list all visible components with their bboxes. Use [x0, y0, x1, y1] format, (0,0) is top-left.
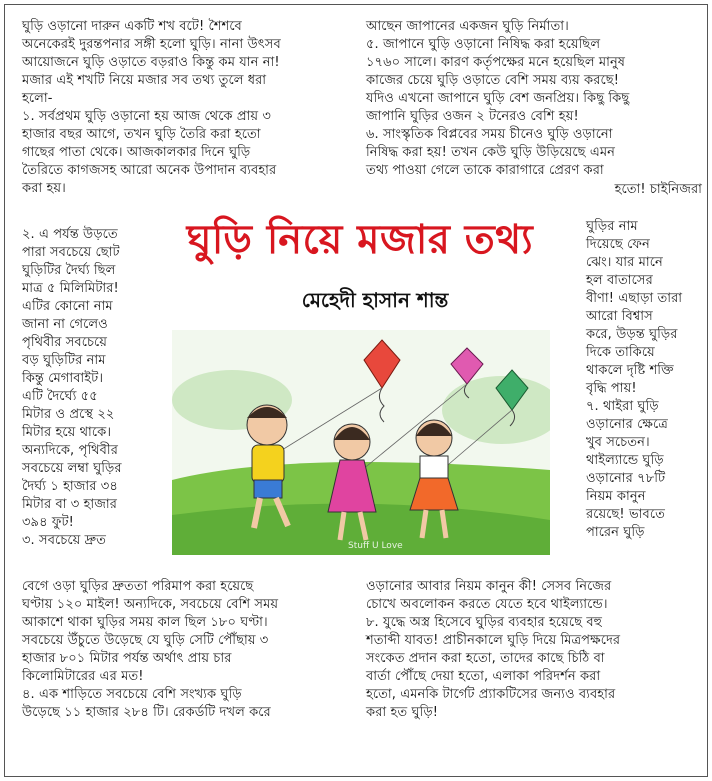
- left-narrow-text: ২. এ পর্যন্ত উড়তে পারা সবচেয়ে ছোট ঘুড়িটির দৈর্ঘ্য ছিল মাত্র ৫ মিলিমিটার! এটির কোনো নাম জানা না গেলেও পৃথিবীর সবচেয়ে বড় ঘুড়িটির নাম কিন্তু মেগাবাইট। এটি দৈর্ঘ্যে ৫৫ মিটার ও প্রস্থে ২২ মিটার হয়ে থাকে। অন্যদিকে, পৃথিবীর সবচেয়ে লম্বা ঘুড়ির দৈর্ঘ্য ১ হাজার ৩৪ মিটার বা ৩ হাজার ৩৯৪ ফুট! ৩. সবচেয়ে দ্রুত: [22, 227, 122, 548]
- right-top-text: আছেন জাপানের একজন ঘুড়ি নির্মাতা। ৫. জাপানে ঘুড়ি ওড়ানো নিষিদ্ধ করা হয়েছিল ১৭৬০ সালে। কারণ কর্তৃপক্ষের মনে হয়েছিল মানুষ কাজের চেয়ে ঘুড়ি ওড়াতে বেশি সময় ব্যয় করছে! যদিও এখনো জাপানে ঘুড়ি বেশ জনপ্রিয়। কিছু কিছু জাপানি ঘুড়ির ওজন ২ টনেরও বেশি হয়! ৬. সাংস্কৃতিক বিপ্লবের সময় চীনেও ঘুড়ি ওড়ানো নিষিদ্ধ করা হয়! তখন কেউ ঘুড়ি উড়িয়েছে এমন তথ্য পাওয়া গেলে তাকে কারাগারে প্রেরণ করা: [366, 19, 630, 178]
- right-bottom-text: ওড়ানোর আবার নিয়ম কানুন কী! সেসব নিজের চোখে অবলোকন করতে যেতে হবে থাইল্যান্ডে। ৮. যুদ্ধে অস্ত্র হিসেবে ঘুড়ির ব্যবহার হয়েছে বহু শতাব্দী যাবত! প্রাচীনকালে ঘুড়ি দিয়ে মিত্রপক্ষদের সংকেত প্রদান করা হতো, তাদের কাছে চিঠি বা বার্তা পৌঁছে দেয়া হতো, এলাকা পরিদর্শন করা হতো, এমনকি টার্গেট প্র্যাকটিসের জন্যও ব্যবহার করা হত ঘুড়ি!: [366, 579, 621, 720]
- right-narrow-text: ঘুড়ির নাম দিয়েছে ফেন ঝেং। যার মানে হল বাতাসের বীণা! এছাড়া তারা আরো বিশ্বাস করে, উড়ন্ত ঘুড়ির দিকে তাকিয়ে থাকলে দৃষ্টি শক্তি বৃদ্ধি পায়! ৭. থাইরা ঘুড়ি ওড়ানোর ক্ষেত্রে খুব সচেতন। থাইল্যান্ডে ঘুড়ি ওড়ানোর ৭৮টি নিয়ম কানুন রয়েছে! ভাবতে পারেন ঘুড়ি: [586, 219, 683, 540]
- right-continuation-line: হতো! চাইনিজরা: [614, 182, 702, 197]
- watermark-text: Stuff U Love: [348, 541, 403, 551]
- article-author: মেহেদী হাসান শান্ত: [301, 288, 449, 312]
- article-title: ঘুড়ি নিয়ে মজার তথ্য: [186, 216, 534, 263]
- left-bottom-text: বেগে ওড়া ঘুড়ির দ্রুততা পরিমাপ করা হয়েছে ঘণ্টায় ১২০ মাইল! অন্যদিকে, সবচেয়ে বেশি সময় আকাশে থাকা ঘুড়ির সময় কাল ছিল ১৮০ ঘণ্টা। সবচেয়ে উঁচুতে উড়েছে যে ঘুড়ি সেটি পৌঁছায় ৩ হাজার ৮০১ মিটার পর্যন্ত অর্থাৎ প্রায় চার কিলোমিটারের এর মত! ৪. এক শাড়িতে সবচেয়ে বেশি সংখ্যক ঘুড়ি উড়েছে ১১ হাজার ২৮৪ টি। রেকর্ডটি দখল করে: [22, 579, 279, 720]
- left-intro-text: ঘুড়ি ওড়ানো দারুন একটি শখ বটে! শৈশবে অনেকেরই দুরন্তপনার সঙ্গী হলো ঘুড়ি। নানা উৎসব আয়োজনে ঘুড়ি ওড়াতে বড়রাও কিন্তু কম যান না! মজার এই শখটি নিয়ে মজার সব তথ্য তুলে ধরা হলো- ১. সর্বপ্রথম ঘুড়ি ওড়ানো হয় আজ থেকে প্রায় ৩ হাজার বছর আগে, তখন ঘুড়ি তৈরি করা হতো গাছের পাতা থেকে। আজকালকার দিনে ঘুড়ি তৈরিতে কাগজসহ আরো অনেক উপাদান ব্যবহার করা হয়।: [22, 19, 281, 196]
- kite-illustration: [172, 330, 550, 555]
